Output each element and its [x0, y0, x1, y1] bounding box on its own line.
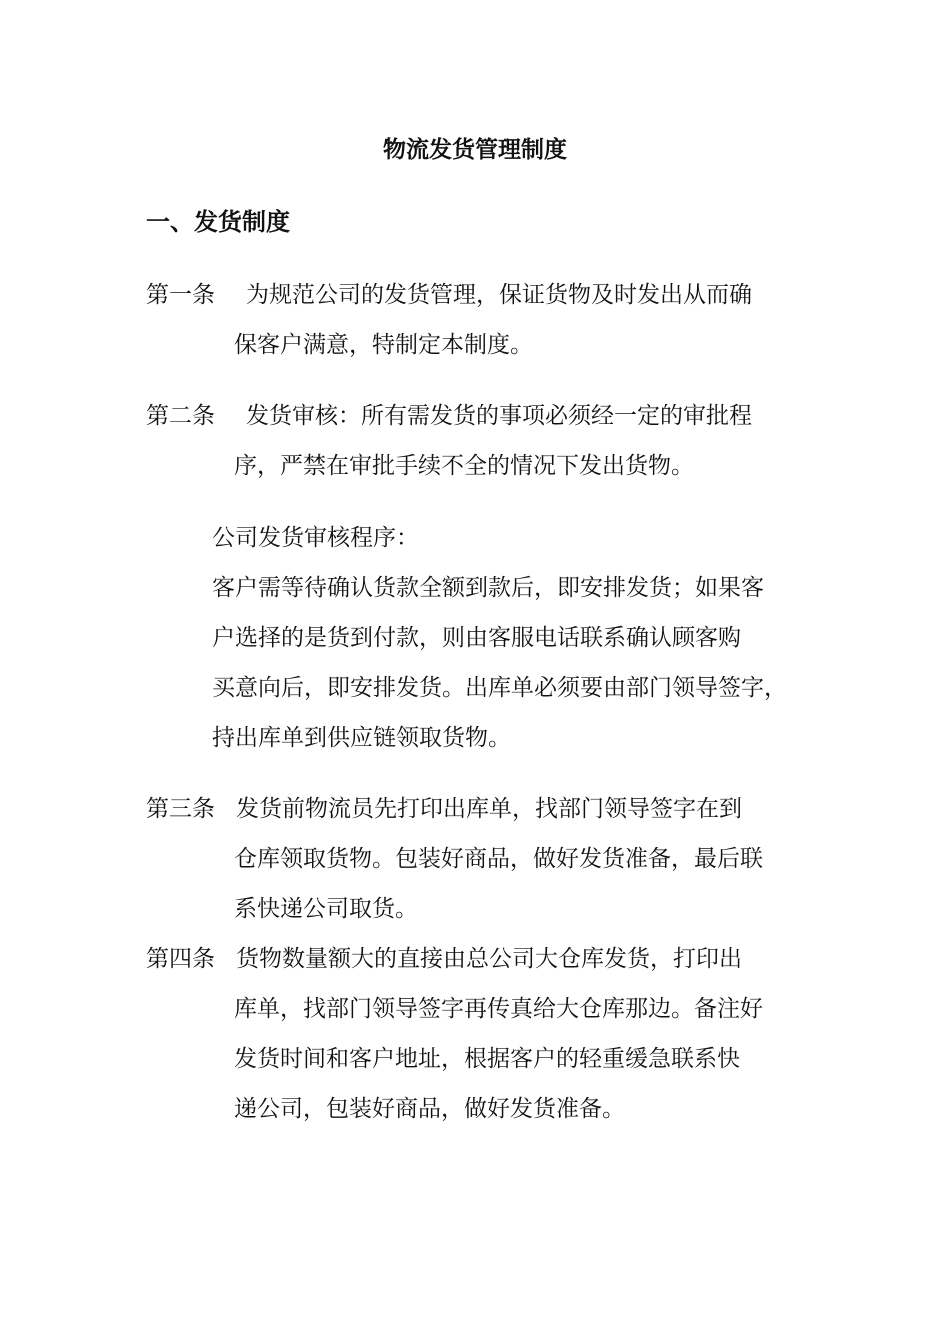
article-2-line-2: 序，严禁在审批手续不全的情况下发出货物。 [234, 453, 694, 479]
article-2-first-line [146, 391, 826, 441]
article-4-label: 第四条 [146, 946, 215, 972]
article-1-line-2: 保客户满意，特制定本制度。 [234, 332, 533, 358]
review-procedure-line-2: 户选择的是货到付款，则由客服电话联系确认顾客购 [212, 625, 741, 651]
section-heading: 一、发货制度 [146, 207, 290, 236]
article-3-line-3: 系快递公司取货。 [234, 896, 418, 922]
article-2 [146, 391, 826, 491]
article-4 [146, 934, 826, 1134]
article-3-line-2: 仓库领取货物。包装好商品，做好发货准备，最后联 [234, 846, 763, 872]
article-1 [146, 270, 826, 370]
article-3-label: 第三条 [146, 796, 215, 822]
article-2-line-1: 发货审核：所有需发货的事项必须经一定的审批程 [246, 403, 752, 429]
review-procedure-line-3: 买意向后，即安排发货。出库单必须要由部门领导签字， [212, 675, 787, 701]
article-3-line-1: 发货前物流员先打印出库单，找部门领导签字在到 [236, 796, 742, 822]
article-1-label: 第一条 [146, 282, 215, 308]
article-2-label: 第二条 [146, 403, 215, 429]
article-4-line-3: 发货时间和客户地址，根据客户的轻重缓急联系快 [234, 1046, 740, 1072]
article-1-line-1: 为规范公司的发货管理，保证货物及时发出从而确 [246, 282, 752, 308]
review-procedure-line-4: 持出库单到供应链领取货物。 [212, 725, 511, 751]
review-procedure-line-1: 客户需等待确认货款全额到款后，即安排发货；如果客 [212, 575, 764, 601]
document-title: 物流发货管理制度 [383, 136, 567, 163]
review-procedure-heading: 公司发货审核程序： [212, 525, 419, 551]
article-3 [146, 784, 826, 934]
article-4-line-4: 递公司，包装好商品，做好发货准备。 [234, 1096, 625, 1122]
article-1-first-line [146, 270, 826, 320]
article-4-line-2: 库单，找部门领导签字再传真给大仓库那边。备注好 [234, 996, 763, 1022]
review-procedure [212, 513, 832, 763]
article-3-first-line [146, 784, 826, 834]
article-4-line-1: 货物数量额大的直接由总公司大仓库发货，打印出 [236, 946, 742, 972]
article-4-first-line [146, 934, 826, 984]
